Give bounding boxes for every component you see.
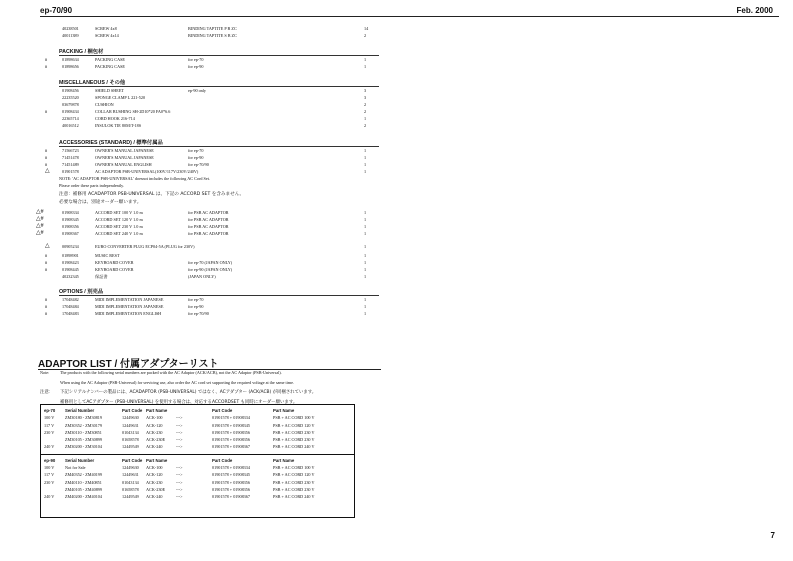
cord-set-list bbox=[36, 209, 380, 237]
table-row: 230 V ZM30110 - ZM30851 01043134 ACK-230 ---> 01901578 + 01908356 PSB + AC CORD 230 V bbox=[44, 429, 315, 435]
part-row: △ 01901578 AC ADAPTOR PSB-UNIVERSAL(100V/117V/230V/240V) 1 bbox=[45, 168, 367, 174]
part-row: # 71451489 OWNER'S MANUAL ENGLISH for ep-70/90 1 bbox=[45, 162, 367, 167]
adaptor-list-title: ADAPTOR LIST / 付属アダプターリスト bbox=[38, 359, 219, 370]
part-row: 40238501 SCREW 4x8 BINDING TAPTITE P B ZC 14 bbox=[62, 26, 369, 31]
page-number: 7 bbox=[770, 531, 775, 540]
part-row: 40011389 SCREW 4x14 BINDING TAPTITE S B ZC 2 bbox=[62, 33, 367, 38]
section-title-options: OPTIONS / 別売品 bbox=[59, 289, 104, 295]
part-row: # 01898656 PACKING CASE for ep-90 1 bbox=[45, 64, 367, 69]
note-english-2: Please order these parts independently. bbox=[59, 183, 124, 188]
part-row: # 01898634 PACKING CASE for ep-70 1 bbox=[45, 57, 367, 62]
part-row: △# 01908356 ACCORD SET 230 V 1.0 m for PSB AC ADAPTOR 1 bbox=[36, 223, 367, 229]
note-line-2: When using the AC Adaptor (PSB-Universal) for servicing use, also order the AC cord set supporting the required voltage at the same time. bbox=[60, 380, 294, 385]
section-title-misc: MISCELLANEOUS / その他 bbox=[59, 80, 126, 86]
part-row: # 71451478 OWNER'S MANUAL JAPANESE for ep-90 1 bbox=[45, 155, 367, 160]
note-english-1: NOTE: 'AC ADAPTOR PSB-UNIVERSAL' doesnot includes the following AC Cord Set. bbox=[59, 176, 210, 181]
part-row: △# 01908367 ACCORD SET 240 V 1.0 m for PSB AC ADAPTOR 1 bbox=[36, 230, 367, 236]
jp-note-line-1: 下記シリアルナンバーの製品には、ACADAPTOR (PSB-UNIVERSAL) ではなく、ACアダプター (ACK/ACB) が同梱されています。 bbox=[60, 390, 317, 395]
part-row: # 01898901 MUSIC REST 1 bbox=[45, 253, 367, 258]
table-row: ZM30105 - ZM30899 01658578 ACK-230E ---> 01901578 + 01908356 PSB + AC CORD 230 V bbox=[65, 437, 315, 443]
part-row: # 17048483 MIDI IMPLEMENTATION ENGLISH for ep-70/90 1 bbox=[45, 311, 367, 316]
part-row: △# 01908334 ACCORD SET 100 V 1.0 m for PSB AC ADAPTOR 1 bbox=[36, 209, 367, 215]
part-row: △ 00905234 EURO CONVERTER PLUG ECP04-5A (PLUG for 230V) 1 bbox=[45, 243, 367, 249]
table-row: 240 V ZM30200 - ZM30104 12449549 ACK-240 ---> 01901578 + 01908367 PSB + AC CORD 240 V bbox=[44, 444, 315, 450]
part-row: 40232345 保証書 (JAPAN ONLY) 1 bbox=[62, 274, 367, 279]
section-title-accessories: ACCESSORIES (STANDARD) / 標準付属品 bbox=[59, 140, 163, 146]
screw-list bbox=[40, 25, 380, 39]
header-divider bbox=[40, 16, 779, 17]
table-row: 117 V ZM40352 - ZM40199 12449631 ACK-120 ---> 01901578 + 01908345 PSB + AC CORD 120 V bbox=[44, 472, 315, 478]
table-row: 230 V ZM40110 - ZM40851 01043134 ACK-230 ---> 01901578 + 01908356 PSB + AC CORD 230 V bbox=[44, 479, 315, 485]
table-header: ep-70 Serial Number Part Code Part Name Part Code Part Name bbox=[44, 408, 295, 413]
header-model: ep-70/90 bbox=[40, 6, 73, 15]
other-accessories-list bbox=[40, 252, 380, 280]
jp-note-line-2: 補修用としてACアダプター (PSB-UNIVERSAL) を使用する場合は、対応するACCORDSET も同時にオーダー願います。 bbox=[60, 400, 298, 405]
part-row: # 17048484 MIDI IMPLEMENTATION JAPANESE for ep-90 1 bbox=[45, 304, 367, 309]
table-row: 117 V ZM30352 - ZM30179 12449631 ACK-120 ---> 01901578 + 01908345 PSB + AC CORD 120 V bbox=[44, 422, 315, 428]
note-japanese-1: 注意：補修用 ACADAPTOR PSB-UNIVERSAL は、下記の ACCORD SET を含みません。 bbox=[59, 192, 245, 197]
part-row: # 71566723 OWNER'S MANUAL JAPANESE for ep-70 1 bbox=[45, 148, 367, 153]
header-date: Feb. 2000 bbox=[736, 6, 773, 15]
part-row: 40016512 INSULOK TIE 80M/T-18S 2 bbox=[62, 123, 367, 128]
euro-plug-row bbox=[40, 243, 380, 250]
part-row: # 01908423 KEYBOARD COVER for ep-70 (JAPAN ONLY) 1 bbox=[45, 260, 367, 265]
misc-list bbox=[40, 87, 380, 129]
part-row: 01908456 SHIELD SHEET ep-90 only 3 bbox=[62, 88, 367, 93]
accessories-list bbox=[40, 147, 380, 175]
adaptor-table bbox=[40, 404, 355, 518]
part-row: # 17048482 MIDI IMPLEMENTATION JAPANESE for ep-70 1 bbox=[45, 297, 367, 302]
table-divider bbox=[41, 454, 354, 455]
part-row: △# 01908345 ACCORD SET 120 V 1.0 m for PSB AC ADAPTOR 1 bbox=[36, 216, 367, 222]
options-list bbox=[40, 296, 380, 317]
part-row: # 01908434 COLLAR BUSHING SH-2D10*20 FA0*6.6 2 bbox=[45, 109, 367, 114]
packing-list bbox=[40, 56, 380, 70]
table-row: 100 V ZM30180 - ZM30819 12449630 ACK-100 ---> 01901578 + 01908334 PSB + AC CORD 100 V bbox=[44, 415, 315, 421]
table-row: ZM40105 - ZM40899 01658578 ACK-230E ---> 01901578 + 01908356 PSB + AC CORD 230 V bbox=[65, 486, 315, 492]
part-row: 22365714 CORD HOOK 216-714 1 bbox=[62, 116, 367, 121]
note-japanese-2: 必要な場合は、別途オーダー願います。 bbox=[59, 200, 142, 205]
part-row: 22235520 SPONGE CLAMP L 221-520 3 bbox=[62, 95, 367, 100]
note-line-1: The products with the following serial numbers are packed with the AC Adaptor (ACK/ACB), not the AC Adaptor (PSB-Universal). bbox=[60, 370, 282, 375]
part-row: # 01908445 KEYBOARD COVER for ep-90 (JAPAN ONLY) 1 bbox=[45, 267, 367, 272]
part-row: 03679878 CUSHION 2 bbox=[62, 102, 367, 107]
section-title-packing: PACKING / 梱包材 bbox=[59, 49, 104, 55]
note-label: Note: bbox=[40, 370, 50, 375]
table-row: 100 V Not for Sale 12449630 ACK-100 ---> 01901578 + 01908334 PSB + AC CORD 100 V bbox=[44, 465, 315, 471]
jp-note-label: 注意： bbox=[40, 390, 54, 395]
table-row: 240 V ZM40200 - ZM40104 12449549 ACK-240 ---> 01901578 + 01908367 PSB + AC CORD 240 V bbox=[44, 494, 315, 500]
table-header: ep-90 Serial Number Part Code Part Name Part Code Part Name bbox=[44, 457, 295, 463]
